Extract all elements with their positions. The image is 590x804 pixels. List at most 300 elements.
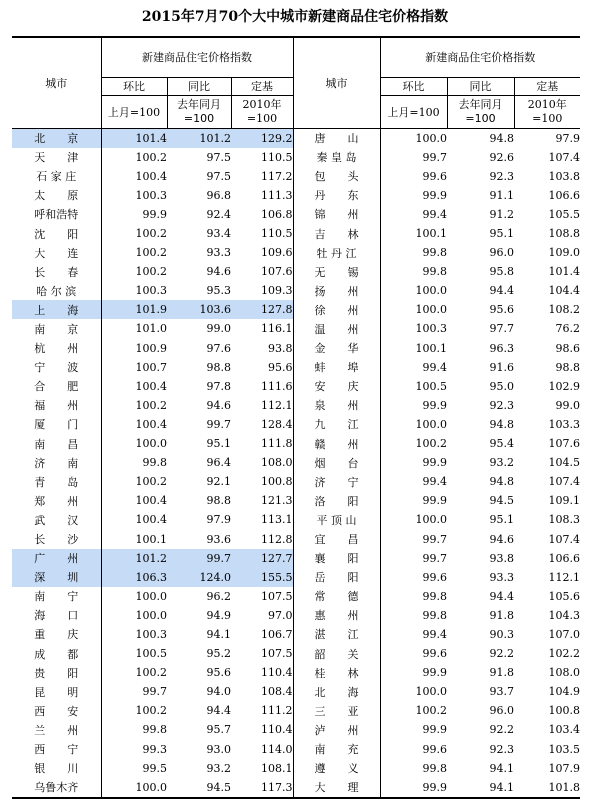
left-yoy-cell: 93.0 bbox=[206, 742, 231, 756]
left-yoy-cell: 95.6 bbox=[206, 666, 231, 680]
right-yoy-cell: 92.6 bbox=[489, 150, 514, 164]
left-yoy-cell: 94.1 bbox=[206, 627, 231, 641]
left-yoy-cell: 97.8 bbox=[206, 379, 231, 393]
right-base-cell: 98.8 bbox=[555, 360, 581, 374]
left-base-cell: 112.1 bbox=[231, 396, 293, 415]
left-yoy-cell: 99.7 bbox=[167, 549, 231, 568]
right-mom-cell: 99.9 bbox=[380, 778, 447, 798]
left-mom-cell: 100.2 bbox=[135, 265, 167, 279]
right-city-cell: 桂 林 bbox=[293, 663, 380, 682]
right-yoy-cell: 91.8 bbox=[489, 608, 514, 622]
right-city-cell: 泸 州 bbox=[293, 720, 380, 739]
right-base-cell: 103.4 bbox=[548, 723, 581, 737]
left-yoy-cell: 99.0 bbox=[206, 322, 231, 336]
right-mom-cell: 99.9 bbox=[422, 666, 447, 680]
left-base-cell: 110.5 bbox=[231, 148, 293, 167]
left-yoy-cell: 94.5 bbox=[167, 778, 231, 798]
right-base-cell: 103.8 bbox=[548, 169, 581, 183]
left-yoy-cell: 96.4 bbox=[206, 456, 231, 470]
right-yoy-cell: 94.1 bbox=[447, 778, 514, 798]
table-row bbox=[12, 491, 580, 510]
right-base-cell: 108.2 bbox=[548, 303, 581, 317]
right-yoy-cell: 95.8 bbox=[489, 265, 514, 279]
right-mom-cell: 100.1 bbox=[415, 341, 447, 355]
table-row bbox=[12, 377, 580, 396]
table-row bbox=[12, 396, 580, 415]
right-city-cell: 常 德 bbox=[293, 587, 380, 606]
left-city-cell: 石 家 庄 bbox=[12, 167, 101, 186]
right-mom-cell: 100.1 bbox=[415, 227, 447, 241]
right-yoy-cell: 94.8 bbox=[489, 131, 514, 145]
left-mom-cell: 99.3 bbox=[142, 742, 167, 756]
right-base-cell: 102.2 bbox=[548, 647, 581, 661]
right-yoy-cell: 94.6 bbox=[489, 532, 514, 546]
left-city-cell: 天 津 bbox=[12, 148, 101, 167]
left-city-cell: 宁 波 bbox=[12, 358, 101, 377]
right-base-cell: 108.0 bbox=[548, 666, 581, 680]
right-city-cell: 扬 州 bbox=[293, 281, 380, 300]
right-yoy-cell: 94.1 bbox=[489, 761, 514, 775]
right-mom-cell: 99.7 bbox=[422, 551, 447, 565]
right-base-cell: 104.4 bbox=[548, 284, 581, 298]
right-base-cell: 107.4 bbox=[548, 532, 581, 546]
left-city-cell: 海 口 bbox=[12, 606, 101, 625]
right-base-cell: 102.9 bbox=[548, 379, 581, 393]
left-city-cell: 西 宁 bbox=[12, 740, 101, 759]
right-city-cell: 锦 州 bbox=[293, 205, 380, 224]
left-base-cell: 114.0 bbox=[231, 740, 293, 759]
right-yoy-cell: 95.0 bbox=[489, 379, 514, 393]
col-base-right: 定基 bbox=[514, 77, 580, 95]
left-mom-cell: 100.0 bbox=[135, 437, 167, 451]
left-mom-cell: 99.5 bbox=[142, 761, 167, 775]
right-city-cell: 温 州 bbox=[293, 319, 380, 338]
left-mom-cell: 99.7 bbox=[142, 685, 167, 699]
right-base-cell: 104.3 bbox=[548, 608, 581, 622]
right-yoy-cell: 95.1 bbox=[489, 227, 514, 241]
right-yoy-cell: 94.8 bbox=[489, 417, 514, 431]
right-city-cell: 泉 州 bbox=[293, 396, 380, 415]
right-city-cell: 吉 林 bbox=[293, 224, 380, 243]
left-mom-cell: 100.3 bbox=[135, 284, 167, 298]
left-base-cell: 127.7 bbox=[231, 549, 293, 568]
left-base-cell: 129.2 bbox=[231, 128, 293, 148]
left-city-cell: 重 庆 bbox=[12, 625, 101, 644]
base-yoy-left: 去年同月 =100 bbox=[167, 95, 231, 128]
right-city-cell: 金 华 bbox=[293, 339, 380, 358]
left-base-cell: 111.8 bbox=[231, 434, 293, 453]
right-city-cell: 大 理 bbox=[293, 778, 380, 798]
right-mom-cell: 99.8 bbox=[422, 265, 447, 279]
table-row bbox=[12, 281, 580, 300]
right-city-cell: 安 庆 bbox=[293, 377, 380, 396]
table-row bbox=[12, 262, 580, 281]
city-header-left: 城市 bbox=[12, 37, 101, 128]
left-city-cell: 太 原 bbox=[12, 186, 101, 205]
left-mom-cell: 100.2 bbox=[135, 150, 167, 164]
left-city-cell: 南 宁 bbox=[12, 587, 101, 606]
left-mom-cell: 100.4 bbox=[135, 379, 167, 393]
left-city-cell: 哈 尔 滨 bbox=[12, 281, 101, 300]
left-yoy-cell: 99.7 bbox=[206, 417, 231, 431]
right-base-cell: 109.0 bbox=[548, 246, 581, 260]
right-yoy-cell: 94.5 bbox=[489, 494, 514, 508]
right-yoy-cell: 92.2 bbox=[489, 647, 514, 661]
city-header-right: 城市 bbox=[293, 37, 380, 128]
table-body bbox=[12, 128, 580, 798]
table-row bbox=[12, 568, 580, 587]
left-city-cell: 南 京 bbox=[12, 319, 101, 338]
left-yoy-cell: 92.1 bbox=[206, 475, 231, 489]
right-base-cell: 103.5 bbox=[548, 742, 581, 756]
left-yoy-cell: 93.2 bbox=[206, 761, 231, 775]
left-base-cell: 107.5 bbox=[231, 644, 293, 663]
left-city-cell: 呼和浩特 bbox=[12, 205, 101, 224]
right-mom-cell: 99.9 bbox=[422, 456, 447, 470]
left-yoy-cell: 95.1 bbox=[206, 437, 231, 451]
right-yoy-cell: 91.1 bbox=[489, 188, 514, 202]
left-city-cell: 贵 阳 bbox=[12, 663, 101, 682]
right-city-cell: 襄 阳 bbox=[293, 549, 380, 568]
right-base-cell: 106.6 bbox=[548, 188, 581, 202]
left-mom-cell: 100.1 bbox=[135, 532, 167, 546]
right-yoy-cell: 94.4 bbox=[489, 284, 514, 298]
right-yoy-cell: 96.3 bbox=[489, 341, 514, 355]
table-row bbox=[12, 186, 580, 205]
left-base-cell: 111.6 bbox=[231, 377, 293, 396]
right-yoy-cell: 95.1 bbox=[489, 513, 514, 527]
col-mom-left: 环比 bbox=[101, 77, 167, 95]
left-yoy-cell: 95.7 bbox=[206, 723, 231, 737]
left-yoy-cell: 95.2 bbox=[206, 647, 231, 661]
left-mom-cell: 100.3 bbox=[135, 188, 167, 202]
base-mom-right: 上月=100 bbox=[380, 95, 447, 128]
right-yoy-cell: 92.2 bbox=[489, 723, 514, 737]
right-yoy-cell: 91.6 bbox=[489, 360, 514, 374]
right-mom-cell: 100.0 bbox=[415, 303, 447, 317]
left-city-cell: 杭 州 bbox=[12, 339, 101, 358]
table-row bbox=[12, 720, 580, 739]
left-base-cell: 110.4 bbox=[231, 720, 293, 739]
left-city-cell: 长 春 bbox=[12, 262, 101, 281]
right-mom-cell: 99.4 bbox=[422, 207, 447, 221]
table-row bbox=[12, 644, 580, 663]
table-row bbox=[12, 243, 580, 262]
right-base-cell: 105.5 bbox=[548, 207, 581, 221]
right-city-cell: 北 海 bbox=[293, 682, 380, 701]
right-base-cell: 108.8 bbox=[548, 227, 581, 241]
left-city-cell: 青 岛 bbox=[12, 472, 101, 491]
left-base-cell: 106.8 bbox=[231, 205, 293, 224]
table-row bbox=[12, 205, 580, 224]
table-row bbox=[12, 759, 580, 778]
left-base-cell: 128.4 bbox=[231, 415, 293, 434]
right-city-cell: 唐 山 bbox=[293, 128, 380, 148]
right-mom-cell: 99.9 bbox=[422, 188, 447, 202]
right-base-cell: 107.4 bbox=[548, 150, 581, 164]
right-mom-cell: 100.2 bbox=[415, 704, 447, 718]
right-base-cell: 76.2 bbox=[555, 322, 581, 336]
left-base-cell: 108.1 bbox=[231, 759, 293, 778]
left-mom-cell: 100.2 bbox=[135, 246, 167, 260]
left-mom-cell: 100.0 bbox=[101, 778, 167, 798]
right-base-cell: 108.3 bbox=[548, 513, 581, 527]
left-base-cell: 111.2 bbox=[231, 701, 293, 720]
left-base-cell: 108.0 bbox=[231, 453, 293, 472]
table-row bbox=[12, 701, 580, 720]
left-base-cell: 110.5 bbox=[231, 224, 293, 243]
left-mom-cell: 101.2 bbox=[101, 549, 167, 568]
left-yoy-cell: 96.8 bbox=[206, 188, 231, 202]
right-yoy-cell: 90.3 bbox=[489, 627, 514, 641]
right-base-cell: 109.1 bbox=[548, 494, 581, 508]
right-base-cell: 103.3 bbox=[548, 417, 581, 431]
left-base-cell: 117.3 bbox=[231, 778, 293, 798]
right-city-cell: 南 充 bbox=[293, 740, 380, 759]
right-city-cell: 九 江 bbox=[293, 415, 380, 434]
left-mom-cell: 100.4 bbox=[135, 513, 167, 527]
left-city-cell: 合 肥 bbox=[12, 377, 101, 396]
base-mom-left: 上月=100 bbox=[101, 95, 167, 128]
left-yoy-cell: 97.6 bbox=[206, 341, 231, 355]
table-row bbox=[12, 740, 580, 759]
left-city-cell: 郑 州 bbox=[12, 491, 101, 510]
table-row bbox=[12, 358, 580, 377]
right-city-cell: 韶 关 bbox=[293, 644, 380, 663]
left-yoy-cell: 94.4 bbox=[206, 704, 231, 718]
right-yoy-cell: 93.2 bbox=[489, 456, 514, 470]
right-yoy-cell: 96.0 bbox=[489, 704, 514, 718]
right-mom-cell: 99.6 bbox=[422, 570, 447, 584]
col-base-left: 定基 bbox=[231, 77, 293, 95]
right-mom-cell: 100.0 bbox=[415, 417, 447, 431]
left-yoy-cell: 103.6 bbox=[167, 300, 231, 319]
left-city-cell: 武 汉 bbox=[12, 510, 101, 529]
right-yoy-cell: 91.8 bbox=[489, 666, 514, 680]
left-city-cell: 西 安 bbox=[12, 701, 101, 720]
right-base-cell: 112.1 bbox=[548, 570, 581, 584]
right-base-cell: 100.8 bbox=[548, 704, 581, 718]
left-city-cell: 银 川 bbox=[12, 759, 101, 778]
table-row bbox=[12, 549, 580, 568]
left-city-cell: 乌鲁木齐 bbox=[12, 778, 101, 798]
right-mom-cell: 100.0 bbox=[415, 131, 447, 145]
left-yoy-cell: 97.5 bbox=[206, 150, 231, 164]
right-yoy-cell: 92.3 bbox=[489, 169, 514, 183]
right-city-cell: 无 锡 bbox=[293, 262, 380, 281]
group-header-right: 新建商品住宅价格指数 bbox=[380, 37, 580, 77]
table-row bbox=[12, 128, 580, 148]
left-base-cell: 107.6 bbox=[231, 262, 293, 281]
right-city-cell: 包 头 bbox=[293, 167, 380, 186]
right-city-cell: 三 亚 bbox=[293, 701, 380, 720]
right-city-cell: 洛 阳 bbox=[293, 491, 380, 510]
left-mom-cell: 100.0 bbox=[135, 589, 167, 603]
price-index-table bbox=[12, 36, 580, 799]
left-yoy-cell: 94.6 bbox=[206, 265, 231, 279]
left-city-cell: 大 连 bbox=[12, 243, 101, 262]
left-yoy-cell: 97.5 bbox=[206, 169, 231, 183]
base-base-left: 2010年 =100 bbox=[231, 95, 293, 128]
left-mom-cell: 99.8 bbox=[142, 456, 167, 470]
left-mom-cell: 101.4 bbox=[101, 128, 167, 148]
table-row bbox=[12, 453, 580, 472]
right-mom-cell: 100.2 bbox=[415, 437, 447, 451]
left-mom-cell: 100.2 bbox=[135, 704, 167, 718]
left-base-cell: 109.3 bbox=[231, 281, 293, 300]
base-base-right: 2010年 =100 bbox=[514, 95, 580, 128]
left-mom-cell: 100.4 bbox=[135, 169, 167, 183]
right-yoy-cell: 91.2 bbox=[489, 207, 514, 221]
left-mom-cell: 100.5 bbox=[135, 647, 167, 661]
left-yoy-cell: 92.4 bbox=[206, 207, 231, 221]
left-city-cell: 沈 阳 bbox=[12, 224, 101, 243]
right-yoy-cell: 93.8 bbox=[489, 551, 514, 565]
table-row bbox=[12, 529, 580, 548]
left-city-cell: 兰 州 bbox=[12, 720, 101, 739]
left-mom-cell: 99.9 bbox=[142, 207, 167, 221]
col-yoy-left: 同比 bbox=[167, 77, 231, 95]
table-row bbox=[12, 472, 580, 491]
right-mom-cell: 99.9 bbox=[422, 494, 447, 508]
right-yoy-cell: 95.6 bbox=[489, 303, 514, 317]
right-city-cell: 济 宁 bbox=[293, 472, 380, 491]
right-mom-cell: 99.9 bbox=[422, 398, 447, 412]
left-yoy-cell: 94.0 bbox=[206, 685, 231, 699]
left-city-cell: 长 沙 bbox=[12, 529, 101, 548]
right-mom-cell: 99.9 bbox=[422, 723, 447, 737]
left-base-cell: 100.8 bbox=[231, 472, 293, 491]
left-mom-cell: 100.2 bbox=[135, 666, 167, 680]
left-city-cell: 福 州 bbox=[12, 396, 101, 415]
right-city-cell: 赣 州 bbox=[293, 434, 380, 453]
left-mom-cell: 101.0 bbox=[135, 322, 167, 336]
table-title: 2015年7月70个大中城市新建商品住宅价格指数 bbox=[141, 9, 449, 25]
right-mom-cell: 99.4 bbox=[422, 360, 447, 374]
table-row bbox=[12, 167, 580, 186]
right-base-cell: 106.6 bbox=[548, 551, 581, 565]
left-yoy-cell: 124.0 bbox=[167, 568, 231, 587]
left-city-cell: 厦 门 bbox=[12, 415, 101, 434]
right-yoy-cell: 93.7 bbox=[489, 685, 514, 699]
left-city-cell: 广 州 bbox=[12, 549, 101, 568]
right-mom-cell: 99.4 bbox=[422, 627, 447, 641]
table-row bbox=[12, 319, 580, 338]
right-mom-cell: 99.6 bbox=[422, 742, 447, 756]
left-base-cell: 107.5 bbox=[231, 587, 293, 606]
right-base-cell: 107.4 bbox=[548, 475, 581, 489]
table-row bbox=[12, 606, 580, 625]
left-yoy-cell: 93.3 bbox=[206, 246, 231, 260]
left-mom-cell: 106.3 bbox=[101, 568, 167, 587]
right-mom-cell: 99.7 bbox=[422, 150, 447, 164]
right-yoy-cell: 94.8 bbox=[489, 475, 514, 489]
right-city-cell: 烟 台 bbox=[293, 453, 380, 472]
right-mom-cell: 99.8 bbox=[422, 589, 447, 603]
right-mom-cell: 100.0 bbox=[415, 284, 447, 298]
left-base-cell: 113.1 bbox=[231, 510, 293, 529]
left-yoy-cell: 97.9 bbox=[206, 513, 231, 527]
left-mom-cell: 100.3 bbox=[135, 627, 167, 641]
base-yoy-right: 去年同月 =100 bbox=[447, 95, 514, 128]
right-mom-cell: 99.8 bbox=[422, 246, 447, 260]
left-mom-cell: 100.2 bbox=[135, 398, 167, 412]
left-base-cell: 112.8 bbox=[231, 529, 293, 548]
col-mom-right: 环比 bbox=[380, 77, 447, 95]
right-city-cell: 蚌 埠 bbox=[293, 358, 380, 377]
right-city-cell: 秦 皇 岛 bbox=[293, 148, 380, 167]
table-row bbox=[12, 625, 580, 644]
left-mom-cell: 100.7 bbox=[135, 360, 167, 374]
right-mom-cell: 99.6 bbox=[422, 169, 447, 183]
left-mom-cell: 100.2 bbox=[135, 475, 167, 489]
left-mom-cell: 100.4 bbox=[135, 417, 167, 431]
right-yoy-cell: 93.3 bbox=[489, 570, 514, 584]
right-base-cell: 101.4 bbox=[548, 265, 581, 279]
table-row bbox=[12, 224, 580, 243]
left-city-cell: 北 京 bbox=[12, 128, 101, 148]
right-city-cell: 湛 江 bbox=[293, 625, 380, 644]
left-base-cell: 116.1 bbox=[231, 319, 293, 338]
left-mom-cell: 100.0 bbox=[135, 608, 167, 622]
right-city-cell: 岳 阳 bbox=[293, 568, 380, 587]
left-base-cell: 155.5 bbox=[231, 568, 293, 587]
right-base-cell: 104.9 bbox=[548, 685, 581, 699]
table-row bbox=[12, 778, 580, 798]
left-base-cell: 110.4 bbox=[231, 663, 293, 682]
right-yoy-cell: 92.3 bbox=[489, 398, 514, 412]
left-base-cell: 117.2 bbox=[231, 167, 293, 186]
left-yoy-cell: 101.2 bbox=[167, 128, 231, 148]
right-yoy-cell: 95.4 bbox=[489, 437, 514, 451]
right-yoy-cell: 94.4 bbox=[489, 589, 514, 603]
right-base-cell: 107.9 bbox=[548, 761, 581, 775]
left-base-cell: 97.0 bbox=[231, 606, 293, 625]
left-mom-cell: 100.4 bbox=[135, 494, 167, 508]
right-mom-cell: 99.7 bbox=[422, 532, 447, 546]
left-city-cell: 南 昌 bbox=[12, 434, 101, 453]
left-city-cell: 深 圳 bbox=[12, 568, 101, 587]
table-row bbox=[12, 682, 580, 701]
right-base-cell: 97.9 bbox=[555, 131, 581, 145]
right-city-cell: 平 顶 山 bbox=[293, 510, 380, 529]
left-yoy-cell: 95.3 bbox=[206, 284, 231, 298]
left-yoy-cell: 93.6 bbox=[206, 532, 231, 546]
right-mom-cell: 99.6 bbox=[422, 647, 447, 661]
right-mom-cell: 99.4 bbox=[422, 475, 447, 489]
right-base-cell: 107.0 bbox=[548, 627, 581, 641]
left-base-cell: 121.3 bbox=[231, 491, 293, 510]
left-base-cell: 111.3 bbox=[231, 186, 293, 205]
right-yoy-cell: 97.7 bbox=[489, 322, 514, 336]
left-city-cell: 上 海 bbox=[12, 300, 101, 319]
table-row bbox=[12, 148, 580, 167]
right-mom-cell: 100.0 bbox=[415, 513, 447, 527]
right-yoy-cell: 96.0 bbox=[489, 246, 514, 260]
right-base-cell: 107.6 bbox=[548, 437, 581, 451]
table-row bbox=[12, 415, 580, 434]
col-yoy-right: 同比 bbox=[447, 77, 514, 95]
right-city-cell: 宜 昌 bbox=[293, 529, 380, 548]
left-base-cell: 109.6 bbox=[231, 243, 293, 262]
right-mom-cell: 99.8 bbox=[422, 761, 447, 775]
left-yoy-cell: 94.6 bbox=[206, 398, 231, 412]
left-city-cell: 成 都 bbox=[12, 644, 101, 663]
right-yoy-cell: 92.3 bbox=[489, 742, 514, 756]
table-row bbox=[12, 434, 580, 453]
right-city-cell: 牡 丹 江 bbox=[293, 243, 380, 262]
left-city-cell: 济 南 bbox=[12, 453, 101, 472]
